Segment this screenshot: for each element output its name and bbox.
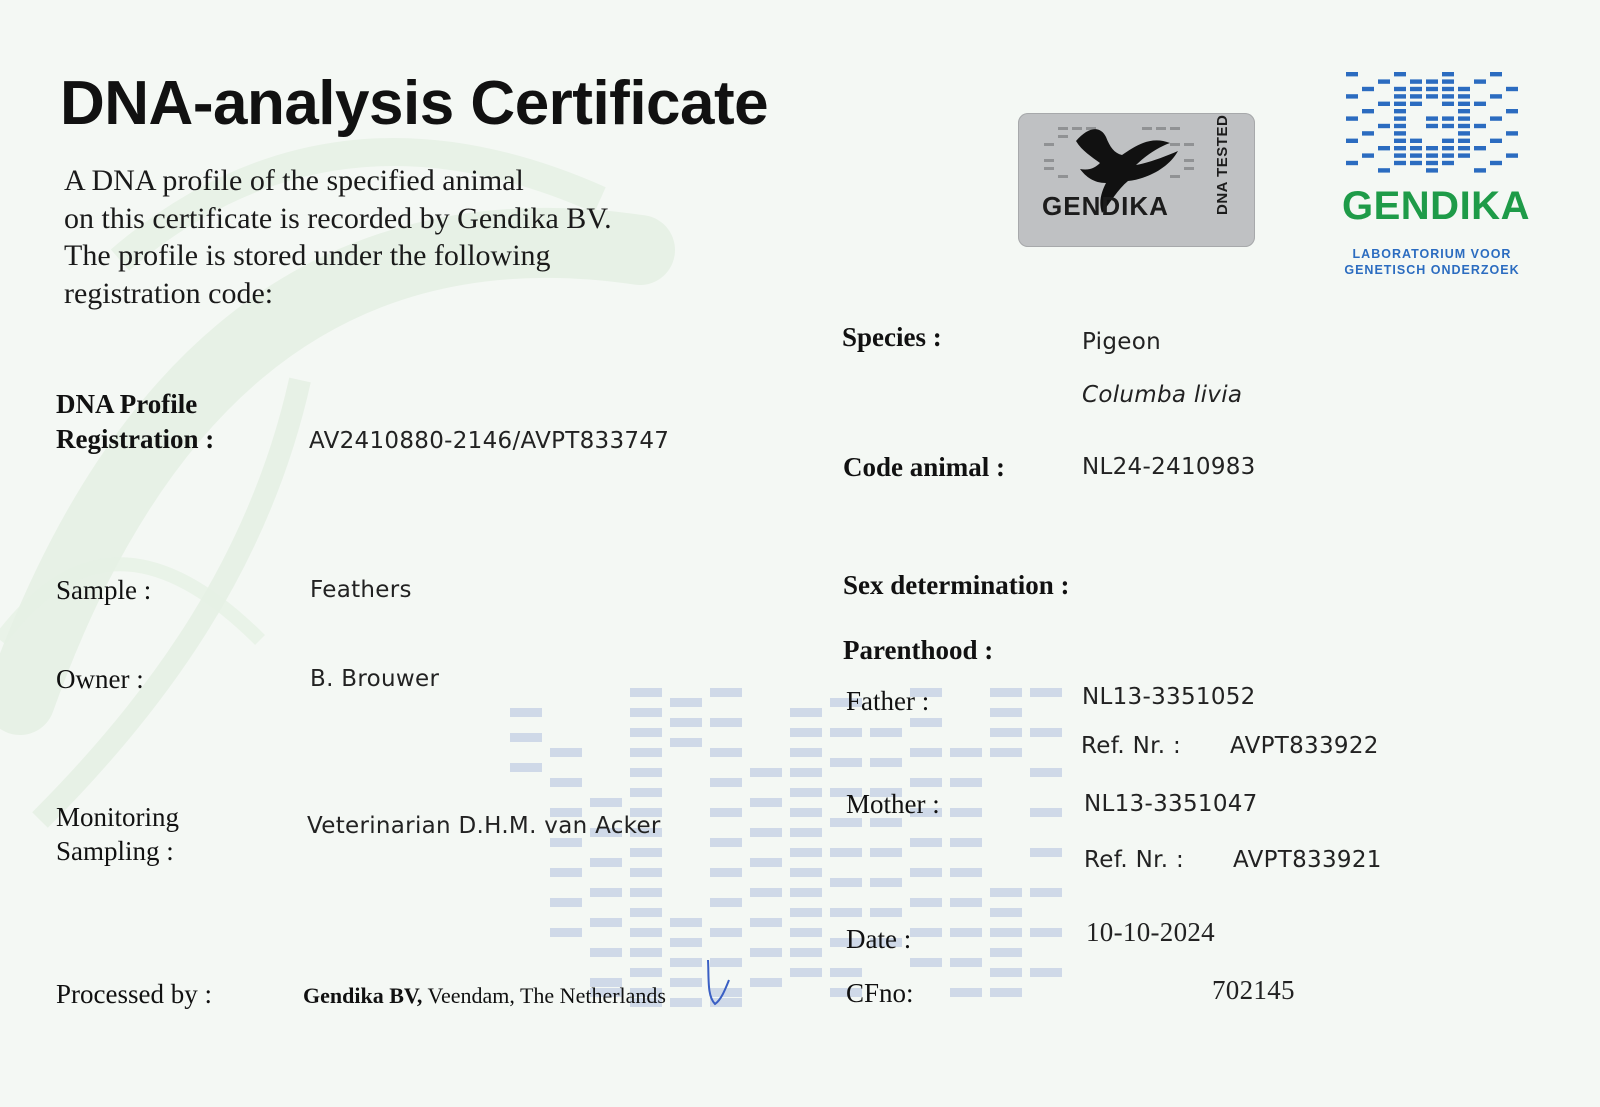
watermark-band: [550, 898, 582, 907]
watermark-band: [790, 788, 822, 797]
watermark-band: [830, 758, 862, 767]
logo-band: [1458, 94, 1470, 98]
watermark-band: [1030, 728, 1062, 737]
monitoring-value: Veterinarian D.H.M. van Acker: [307, 813, 661, 839]
watermark-band: [710, 688, 742, 697]
logo-band: [1346, 139, 1358, 143]
logo-band: [1474, 168, 1486, 172]
father-ref-value: AVPT833922: [1230, 733, 1379, 759]
watermark-band: [870, 908, 902, 917]
logo-band: [1506, 153, 1518, 157]
watermark-band: [790, 708, 822, 717]
watermark-band: [750, 828, 782, 837]
watermark-band: [750, 768, 782, 777]
watermark-band: [990, 888, 1022, 897]
watermark-band: [790, 928, 822, 937]
watermark-band: [750, 948, 782, 957]
code-animal-label: Code animal :: [843, 452, 1005, 482]
logo-band: [1410, 79, 1422, 83]
intro-line: on this certificate is recorded by Gendika BV.: [64, 201, 612, 235]
watermark-band: [870, 878, 902, 887]
father-ref-label: Ref. Nr. :: [1081, 733, 1182, 759]
logo-band: [1362, 109, 1374, 113]
logo-band: [1378, 124, 1390, 128]
logo-band: [1506, 87, 1518, 91]
sample-value: Feathers: [310, 577, 412, 603]
logo-band: [1426, 87, 1438, 91]
watermark-band: [510, 708, 542, 717]
logo-band: [1442, 146, 1454, 150]
watermark-band: [710, 898, 742, 907]
watermark-band: [1030, 768, 1062, 777]
watermark-band: [790, 828, 822, 837]
logo-band: [1506, 131, 1518, 135]
badge-tested-text: DNA TESTED: [1214, 114, 1231, 215]
watermark-band: [670, 978, 702, 987]
logo-band: [1426, 161, 1438, 165]
logo-band: [1426, 116, 1438, 120]
watermark-band: [990, 708, 1022, 717]
gendika-logo-icon: [1342, 70, 1522, 176]
processed-company: Gendika BV,: [303, 983, 423, 1008]
logo-band: [1410, 94, 1422, 98]
species-latin-value: Columba livia: [1082, 382, 1243, 408]
watermark-band: [550, 868, 582, 877]
mother-label: Mother :: [846, 789, 940, 819]
logo-band: [1426, 79, 1438, 83]
logo-band: [1410, 161, 1422, 165]
processed-label: Processed by :: [56, 979, 212, 1009]
watermark-band: [950, 778, 982, 787]
logo-band: [1426, 168, 1438, 172]
sex-determination-label: Sex determination :: [843, 570, 1070, 600]
logo-band: [1442, 87, 1454, 91]
logo-band: [1490, 94, 1502, 98]
watermark-band: [830, 878, 862, 887]
watermark-band: [750, 798, 782, 807]
logo-band: [1410, 87, 1422, 91]
watermark-band: [1030, 688, 1062, 697]
watermark-band: [830, 848, 862, 857]
watermark-band: [790, 948, 822, 957]
logo-band: [1378, 168, 1390, 172]
watermark-band: [670, 958, 702, 967]
logo-name: GENDIKA: [1342, 184, 1530, 228]
logo-band: [1362, 131, 1374, 135]
logo-band: [1346, 94, 1358, 98]
watermark-band: [590, 858, 622, 867]
owner-value: B. Brouwer: [310, 666, 440, 692]
watermark-band: [790, 728, 822, 737]
logo-band: [1394, 153, 1406, 157]
monitoring-label: Monitoring: [56, 802, 180, 832]
watermark-band: [910, 898, 942, 907]
logo-band: [1474, 102, 1486, 106]
watermark-band: [750, 858, 782, 867]
watermark-band: [910, 778, 942, 787]
mother-ref-value: AVPT833921: [1233, 847, 1382, 873]
logo-band: [1442, 72, 1454, 76]
sample-label: Sample :: [56, 575, 152, 605]
watermark-band: [790, 968, 822, 977]
logo-subtitle: [1330, 246, 1534, 278]
watermark-band: [630, 968, 662, 977]
watermark-band: [790, 868, 822, 877]
watermark-band: [550, 748, 582, 757]
logo-band: [1394, 161, 1406, 165]
watermark-band: [550, 928, 582, 937]
logo-band: [1410, 146, 1422, 150]
watermark-band: [950, 898, 982, 907]
logo-band: [1442, 124, 1454, 128]
cfno-label: CFno:: [846, 978, 914, 1008]
watermark-band: [510, 763, 542, 772]
watermark-band: [990, 908, 1022, 917]
watermark-band: [630, 888, 662, 897]
logo-band: [1490, 161, 1502, 165]
watermark-band: [910, 718, 942, 727]
cfno-value: 702145: [1212, 975, 1295, 1005]
logo-band: [1346, 161, 1358, 165]
watermark-band: [750, 978, 782, 987]
logo-band: [1394, 94, 1406, 98]
dna-tested-badge: [1018, 113, 1255, 247]
watermark-band: [790, 748, 822, 757]
logo-band: [1490, 72, 1502, 76]
watermark-band: [990, 748, 1022, 757]
logo-band: [1426, 153, 1438, 157]
logo-band: [1474, 79, 1486, 83]
watermark-band: [670, 998, 702, 1007]
watermark-band: [510, 733, 542, 742]
watermark-band: [630, 728, 662, 737]
watermark-band: [1030, 928, 1062, 937]
watermark-band: [1030, 808, 1062, 817]
watermark-band: [950, 838, 982, 847]
watermark-band: [750, 918, 782, 927]
watermark-band: [950, 748, 982, 757]
watermark-band: [630, 848, 662, 857]
watermark-band: [990, 948, 1022, 957]
watermark-band: [590, 798, 622, 807]
watermark-band: [630, 788, 662, 797]
logo-subtitle-line: GENETISCH ONDERZOEK: [1344, 263, 1520, 277]
logo-band: [1426, 124, 1438, 128]
watermark-band: [630, 908, 662, 917]
logo-band: [1394, 72, 1406, 76]
intro-text: [64, 162, 704, 312]
logo-band: [1410, 102, 1422, 106]
logo-band: [1442, 94, 1454, 98]
intro-line: registration code:: [64, 276, 274, 310]
logo-band: [1346, 116, 1358, 120]
intro-line: The profile is stored under the following: [64, 239, 551, 272]
date-value: 10-10-2024: [1086, 917, 1215, 947]
logo-band: [1458, 139, 1470, 143]
logo-band: [1410, 139, 1422, 143]
watermark-band: [790, 848, 822, 857]
logo-band: [1378, 102, 1390, 106]
species-label: Species :: [842, 322, 942, 352]
watermark-band: [1030, 848, 1062, 857]
watermark-band: [710, 868, 742, 877]
watermark-band: [630, 748, 662, 757]
watermark-band: [1030, 888, 1062, 897]
mother-ref-label: Ref. Nr. :: [1084, 847, 1185, 873]
registration-label: DNA Profile: [56, 389, 198, 419]
watermark-band: [670, 738, 702, 747]
mother-value: NL13-3351047: [1084, 791, 1258, 817]
watermark-band: [750, 888, 782, 897]
watermark-band: [630, 688, 662, 697]
watermark-band: [910, 868, 942, 877]
watermark-band: [710, 748, 742, 757]
watermark-band: [870, 848, 902, 857]
logo-band: [1458, 124, 1470, 128]
processed-value: [303, 979, 666, 1013]
logo-band: [1362, 87, 1374, 91]
watermark-band: [670, 938, 702, 947]
watermark-band: [950, 928, 982, 937]
watermark-band: [910, 928, 942, 937]
watermark-band: [710, 718, 742, 727]
watermark-band: [630, 928, 662, 937]
logo-band: [1490, 116, 1502, 120]
signature-tick-mark: [703, 958, 733, 1008]
date-label: Date :: [846, 924, 912, 954]
monitoring-label: Sampling :: [56, 836, 174, 866]
processed-location: Veendam, The Netherlands: [422, 983, 666, 1008]
watermark-band: [950, 958, 982, 967]
logo-band: [1442, 161, 1454, 165]
logo-band: [1474, 146, 1486, 150]
logo-band: [1442, 153, 1454, 157]
watermark-band: [990, 688, 1022, 697]
watermark-band: [630, 948, 662, 957]
watermark-band: [630, 708, 662, 717]
watermark-band: [990, 988, 1022, 997]
watermark-band: [670, 698, 702, 707]
logo-band: [1426, 94, 1438, 98]
watermark-band: [830, 908, 862, 917]
logo-band: [1346, 72, 1358, 76]
watermark-band: [710, 778, 742, 787]
watermark-band: [990, 928, 1022, 937]
logo-band: [1394, 109, 1406, 113]
watermark-band: [590, 918, 622, 927]
logo-band: [1458, 153, 1470, 157]
logo-band: [1378, 146, 1390, 150]
watermark-band: [950, 868, 982, 877]
watermark-band: [550, 778, 582, 787]
watermark-band: [710, 928, 742, 937]
logo-band: [1458, 102, 1470, 106]
logo-band: [1490, 139, 1502, 143]
logo-band: [1458, 109, 1470, 113]
intro-line: A DNA profile of the specified animal: [64, 164, 524, 197]
watermark-band: [1030, 968, 1062, 977]
logo-band: [1458, 131, 1470, 135]
logo-band: [1506, 109, 1518, 113]
watermark-band: [790, 808, 822, 817]
parenthood-label: Parenthood :: [843, 635, 994, 665]
father-label: Father :: [846, 686, 930, 716]
owner-label: Owner :: [56, 664, 144, 694]
registration-label: Registration :: [56, 424, 215, 454]
badge-name: GENDIKA: [1042, 191, 1169, 221]
father-value: NL13-3351052: [1082, 684, 1256, 710]
logo-band: [1458, 146, 1470, 150]
watermark-band: [630, 868, 662, 877]
logo-subtitle-line: LABORATORIUM VOOR: [1352, 247, 1512, 261]
watermark-band: [910, 958, 942, 967]
logo-band: [1474, 124, 1486, 128]
watermark-band: [790, 768, 822, 777]
registration-value: AV2410880-2146/AVPT833747: [309, 428, 670, 454]
watermark-band: [590, 888, 622, 897]
certificate-title: DNA-analysis Certificate: [60, 69, 769, 138]
watermark-band: [790, 888, 822, 897]
logo-band: [1458, 116, 1470, 120]
logo-band: [1394, 139, 1406, 143]
logo-band: [1394, 116, 1406, 120]
watermark-band: [990, 728, 1022, 737]
code-animal-value: NL24-2410983: [1082, 454, 1256, 480]
logo-band: [1378, 79, 1390, 83]
watermark-band: [870, 758, 902, 767]
watermark-band: [630, 768, 662, 777]
logo-band: [1442, 116, 1454, 120]
logo-band: [1410, 153, 1422, 157]
watermark-band: [910, 748, 942, 757]
logo-band: [1362, 153, 1374, 157]
watermark-band: [910, 838, 942, 847]
watermark-band: [670, 718, 702, 727]
watermark-band: [870, 728, 902, 737]
logo-band: [1458, 87, 1470, 91]
logo-band: [1394, 131, 1406, 135]
watermark-dna-grid: [510, 688, 1090, 1028]
logo-band: [1442, 102, 1454, 106]
species-common-value: Pigeon: [1082, 329, 1161, 355]
logo-band: [1442, 139, 1454, 143]
watermark-band: [990, 968, 1022, 977]
watermark-band: [950, 808, 982, 817]
watermark-band: [790, 908, 822, 917]
watermark-band: [710, 808, 742, 817]
logo-band: [1394, 146, 1406, 150]
watermark-band: [710, 838, 742, 847]
watermark-band: [670, 918, 702, 927]
watermark-band: [950, 988, 982, 997]
logo-band: [1394, 102, 1406, 106]
logo-band: [1394, 87, 1406, 91]
logo-band: [1426, 146, 1438, 150]
logo-band: [1394, 124, 1406, 128]
logo-band: [1442, 79, 1454, 83]
watermark-band: [830, 728, 862, 737]
watermark-band: [590, 948, 622, 957]
